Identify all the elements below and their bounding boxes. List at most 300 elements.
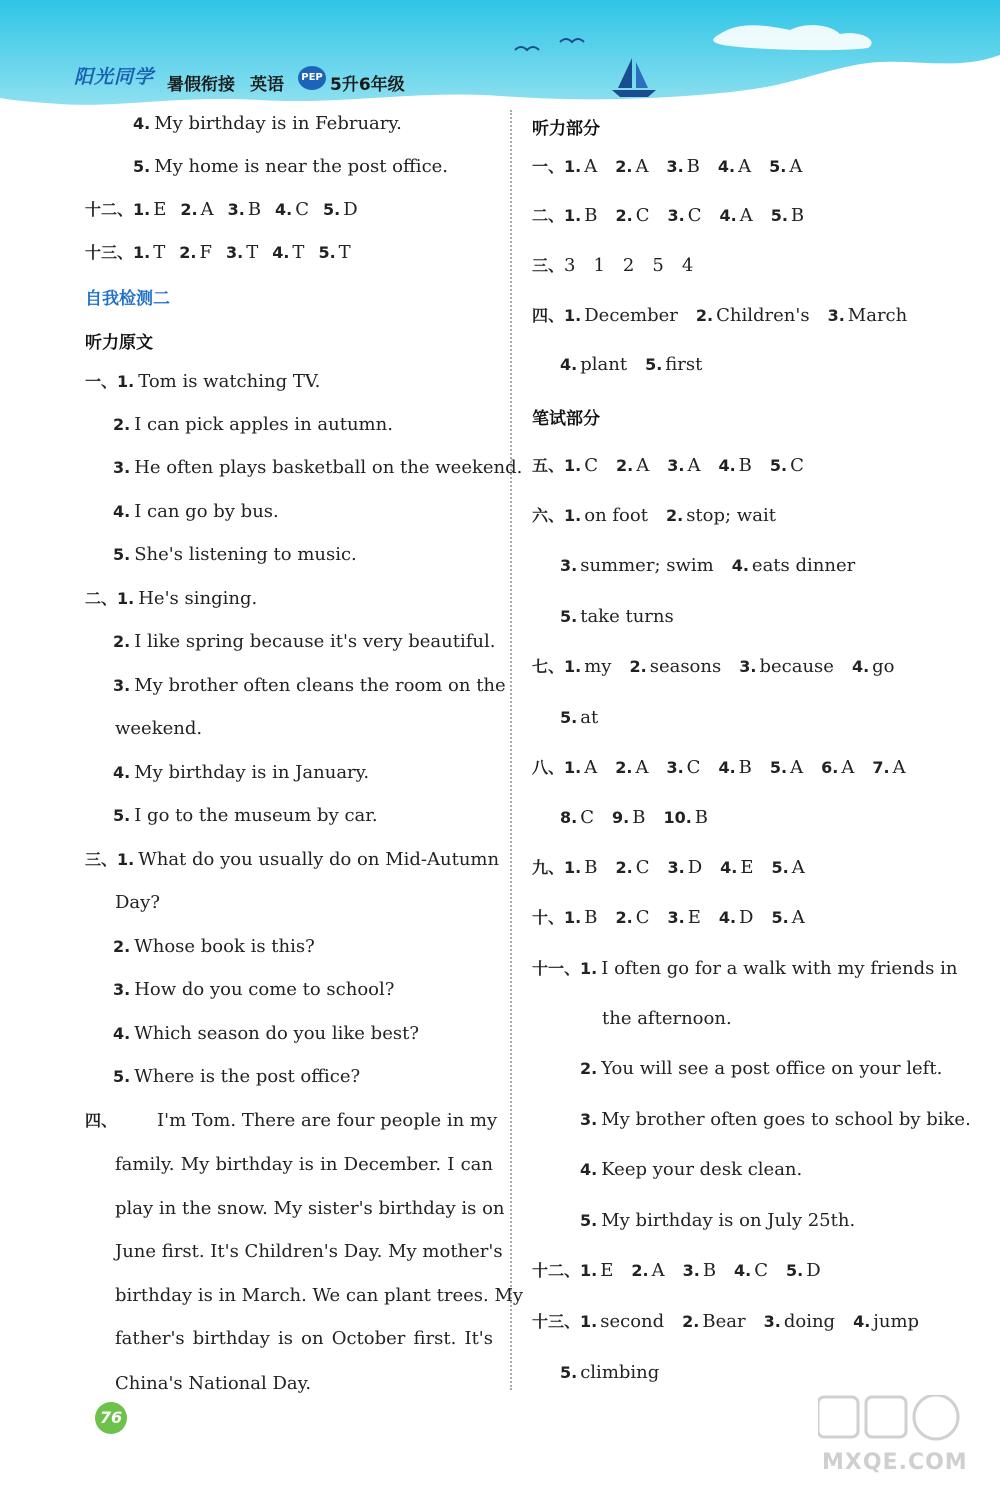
item-number: 5.	[560, 708, 578, 727]
answer-text: My home is near the post office.	[154, 156, 449, 177]
answer-item	[719, 907, 754, 928]
answer-item	[564, 305, 678, 326]
answer-text: My birthday is on July 25th.	[601, 1210, 856, 1231]
pep-badge: PEP	[298, 66, 326, 90]
item-number: 5.	[769, 157, 787, 176]
answer-text: Tom is watching TV.	[138, 371, 321, 392]
answer-line	[532, 1260, 839, 1282]
item-number: 1.	[133, 200, 151, 219]
question-prefix: 六、	[532, 506, 565, 525]
answer-line	[85, 936, 315, 958]
item-number: 5.	[769, 758, 788, 777]
item-number: 3.	[667, 858, 685, 877]
item-answer: T	[338, 242, 351, 263]
item-answer: C	[686, 757, 701, 778]
item-number: 3.	[667, 908, 685, 927]
answer-line	[85, 1373, 311, 1395]
item-number: 7.	[872, 758, 890, 777]
answer-item	[718, 757, 751, 778]
answer-item	[853, 1311, 919, 1332]
item-number: 5.	[560, 1363, 578, 1382]
grade-label: 5升6年级	[330, 75, 405, 95]
item-number: 5.	[771, 908, 789, 927]
item-answer: A	[584, 156, 598, 177]
answer-item	[133, 242, 165, 263]
answer-item	[564, 455, 598, 476]
item-answer: C	[754, 1260, 769, 1281]
item-answer: A	[687, 455, 701, 476]
item-number: 5.	[318, 243, 336, 262]
answer-item	[564, 757, 597, 778]
answer-text: June first. It's Children's Day. My mother's	[115, 1241, 503, 1262]
answer-text: family. My birthday is in December. I can	[115, 1154, 493, 1175]
item-number: 3.	[227, 200, 245, 219]
answer-item	[580, 1260, 613, 1281]
answer-text: My brother often cleans the room on the	[134, 675, 506, 696]
question-prefix: 一、	[85, 372, 118, 391]
item-answer: B	[738, 757, 752, 778]
answer-item	[615, 156, 648, 177]
item-answer: summer; swim	[580, 555, 714, 576]
item-answer: jump	[873, 1311, 920, 1332]
item-number: 5.	[323, 200, 341, 219]
item-answer: C	[635, 205, 650, 226]
answer-item	[696, 305, 810, 326]
answer-line	[532, 907, 823, 929]
item-answer: T	[153, 242, 166, 263]
subject-label: 英语	[250, 75, 284, 95]
item-answer: D	[739, 907, 754, 928]
item-number: 2.	[113, 937, 131, 956]
item-number: 5.	[771, 858, 789, 877]
answer-item	[560, 707, 598, 728]
answer-line	[85, 1154, 493, 1176]
answer-item	[615, 857, 649, 878]
item-answer: F	[199, 242, 212, 263]
item-number: 3.	[225, 243, 244, 262]
answer-item	[682, 1311, 745, 1332]
answer-text: play in the snow. My sister's birthday is on	[115, 1198, 505, 1219]
item-answer: A	[584, 757, 598, 778]
answer-line	[532, 1362, 677, 1384]
answer-line	[532, 156, 820, 178]
answer-item	[667, 857, 702, 878]
answer-line	[532, 505, 794, 527]
item-number: 4.	[113, 1024, 131, 1043]
item-number: 2.	[179, 243, 197, 262]
item-number: 5.	[560, 607, 578, 626]
item-number: 1.	[564, 456, 582, 475]
question-prefix: 二、	[532, 206, 565, 225]
item-number: 3.	[682, 1261, 700, 1280]
item-number: 5.	[133, 157, 151, 176]
item-answer: A	[651, 1260, 665, 1281]
item-number: 3.	[580, 1110, 598, 1129]
answer-line	[532, 1311, 937, 1333]
answer-item	[821, 757, 854, 778]
answer-text: 3 1 2 5 4	[564, 255, 694, 276]
item-number: 4.	[718, 758, 736, 777]
item-number: 1.	[564, 758, 582, 777]
item-answer: go	[872, 656, 895, 677]
question-prefix: 十三、	[532, 1312, 581, 1331]
answer-text: I like spring because it's very beautiful.	[134, 631, 496, 652]
subsection-heading: 听力部分	[532, 119, 600, 139]
answer-item	[852, 656, 895, 677]
answer-item	[720, 857, 753, 878]
answer-text: I often go for a walk with my friends in	[601, 958, 958, 979]
question-prefix: 四、	[532, 306, 565, 325]
answer-line	[85, 242, 365, 264]
item-answer: D	[343, 199, 358, 220]
item-number: 5.	[113, 806, 131, 825]
answer-item	[560, 354, 627, 375]
answer-line	[532, 606, 692, 628]
answer-item	[872, 757, 905, 778]
answer-line	[532, 205, 822, 227]
answer-item	[560, 807, 594, 828]
item-number: 1.	[564, 157, 582, 176]
answer-line	[85, 1023, 419, 1045]
question-prefix: 二、	[85, 589, 118, 608]
question-prefix: 四、	[85, 1111, 118, 1130]
item-answer: because	[759, 656, 834, 677]
answer-line	[85, 849, 500, 871]
item-answer: B	[584, 205, 598, 226]
answer-item	[179, 242, 212, 263]
section-heading: 自我检测二	[85, 289, 170, 309]
sky-banner	[0, 0, 1000, 110]
item-number: 4.	[719, 206, 737, 225]
item-answer: Bear	[702, 1311, 746, 1332]
question-prefix: 十二、	[532, 1261, 581, 1280]
answer-line	[85, 588, 257, 610]
answer-item	[719, 205, 752, 226]
item-answer: A	[739, 205, 753, 226]
item-number: 4.	[717, 157, 736, 176]
answer-item	[734, 1260, 768, 1281]
answer-item	[631, 1260, 664, 1281]
question-prefix: 八、	[532, 758, 565, 777]
item-number: 4.	[272, 243, 290, 262]
answer-item	[564, 156, 597, 177]
item-answer: my	[584, 656, 612, 677]
item-number: 3.	[667, 206, 685, 225]
item-number: 3.	[739, 657, 757, 676]
item-number: 1.	[117, 589, 135, 608]
item-number: 4.	[133, 114, 151, 133]
answer-line	[85, 1198, 505, 1220]
answer-text: Keep your desk clean.	[601, 1159, 803, 1180]
item-number: 3.	[113, 676, 131, 695]
item-answer: T	[246, 242, 259, 263]
item-answer: plant	[580, 354, 628, 375]
answer-item	[828, 305, 908, 326]
item-answer: B	[247, 199, 262, 220]
answer-text: the afternoon.	[602, 1008, 732, 1029]
answer-item	[629, 656, 721, 677]
answer-text: I'm Tom. There are four people in my	[157, 1110, 498, 1131]
item-answer: E	[600, 1260, 614, 1281]
item-answer: A	[789, 156, 803, 177]
answer-item	[667, 205, 701, 226]
answer-text: I can pick apples in autumn.	[134, 414, 393, 435]
item-answer: E	[687, 907, 701, 928]
item-number: 4.	[731, 556, 749, 575]
item-number: 4.	[853, 1312, 871, 1331]
answer-item	[667, 455, 700, 476]
item-number: 3.	[667, 456, 685, 475]
item-answer: March	[847, 305, 908, 326]
answer-text: Where is the post office?	[134, 1066, 361, 1087]
item-number: 4.	[851, 657, 870, 676]
answer-line	[85, 718, 202, 740]
answer-line	[532, 305, 925, 327]
answer-line	[85, 371, 320, 393]
answer-item	[667, 907, 700, 928]
item-number: 2.	[113, 415, 131, 434]
answer-line	[532, 1109, 971, 1131]
answer-item	[786, 1260, 821, 1281]
answer-item	[580, 1311, 664, 1332]
item-answer: A	[636, 455, 650, 476]
answer-item	[318, 242, 350, 263]
answer-item	[732, 555, 856, 576]
item-answer: B	[686, 156, 700, 177]
item-answer: seasons	[649, 656, 722, 677]
answer-item	[323, 199, 358, 220]
answer-line	[85, 805, 378, 827]
item-number: 9.	[612, 808, 630, 827]
answer-item	[683, 1260, 716, 1281]
item-answer: December	[584, 305, 678, 326]
item-number: 2.	[615, 206, 633, 225]
item-number: 2.	[615, 908, 633, 927]
item-answer: C	[687, 205, 702, 226]
item-number: 4.	[720, 858, 738, 877]
answer-line	[85, 199, 372, 221]
item-answer: D	[806, 1260, 821, 1281]
question-prefix: 三、	[532, 256, 565, 275]
item-number: 3.	[560, 556, 578, 575]
item-answer: C	[635, 907, 650, 928]
answer-item	[226, 242, 258, 263]
item-number: 3.	[113, 980, 131, 999]
answer-line	[85, 892, 160, 914]
item-number: 4.	[275, 200, 293, 219]
item-number: 5.	[580, 1211, 598, 1230]
item-number: 4.	[734, 1261, 752, 1280]
answer-line	[532, 455, 822, 477]
item-answer: T	[292, 242, 305, 263]
answer-item	[770, 757, 803, 778]
item-answer: A	[791, 907, 805, 928]
answer-item	[666, 156, 699, 177]
item-number: 10.	[663, 808, 692, 827]
item-answer: B	[790, 205, 805, 226]
answer-line	[85, 501, 279, 523]
answer-line	[85, 1285, 524, 1307]
answer-line	[85, 113, 402, 135]
item-number: 4.	[113, 502, 131, 521]
item-number: 5.	[770, 206, 788, 225]
answer-item	[564, 857, 597, 878]
answer-line	[85, 544, 357, 566]
answer-line	[85, 156, 448, 178]
subsection-heading: 听力原文	[85, 333, 153, 353]
answer-line	[532, 807, 726, 829]
answer-text: My birthday is in February.	[154, 113, 402, 134]
answer-line	[85, 1110, 498, 1132]
item-number: 5.	[769, 456, 788, 475]
question-prefix: 十二、	[85, 200, 134, 219]
answer-line	[85, 762, 369, 784]
answer-line	[85, 675, 506, 697]
answer-item	[564, 505, 648, 526]
answer-text: China's National Day.	[115, 1373, 312, 1394]
question-prefix: 九、	[532, 858, 565, 877]
item-answer: A	[841, 757, 855, 778]
answer-line	[532, 354, 720, 376]
book-title: 暑假衔接	[167, 75, 235, 95]
answer-item	[180, 199, 213, 220]
answer-line	[85, 1066, 360, 1088]
item-number: 1.	[580, 1312, 598, 1331]
item-number: 2.	[616, 456, 634, 475]
answer-line	[532, 656, 913, 678]
answer-item	[771, 907, 804, 928]
answer-text: My brother often goes to school by bike.	[601, 1109, 971, 1130]
answer-item	[739, 656, 834, 677]
answer-line	[85, 631, 495, 653]
answer-item	[764, 1311, 835, 1332]
item-number: 4.	[580, 1160, 598, 1179]
answer-line	[85, 1241, 503, 1263]
item-number: 1.	[564, 908, 582, 927]
answer-item	[718, 455, 751, 476]
answer-item	[564, 205, 597, 226]
item-number: 5.	[786, 1261, 804, 1280]
item-answer: at	[580, 707, 599, 728]
answer-item	[615, 757, 648, 778]
item-number: 1.	[564, 206, 582, 225]
answer-item	[560, 606, 674, 627]
item-number: 2.	[180, 200, 198, 219]
answer-item	[615, 907, 649, 928]
item-number: 2.	[682, 1312, 700, 1331]
answer-item	[771, 857, 804, 878]
item-answer: A	[635, 156, 649, 177]
item-answer: A	[790, 757, 804, 778]
item-number: 5.	[645, 355, 663, 374]
answer-line	[532, 958, 958, 980]
answer-item	[771, 205, 804, 226]
item-number: 3.	[666, 157, 684, 176]
item-answer: E	[740, 857, 754, 878]
question-prefix: 七、	[532, 657, 565, 676]
answer-item	[612, 807, 645, 828]
item-number: 5.	[113, 1067, 131, 1086]
item-answer: B	[584, 907, 598, 928]
item-number: 1.	[117, 850, 135, 869]
answer-text: You will see a post office on your left.	[601, 1058, 943, 1079]
item-number: 3.	[113, 458, 131, 477]
item-number: 1.	[580, 959, 598, 978]
item-number: 1.	[117, 372, 135, 391]
item-answer: eats dinner	[751, 555, 856, 576]
item-answer: take turns	[580, 606, 674, 627]
item-answer: C	[295, 199, 310, 220]
item-answer: B	[584, 857, 598, 878]
item-answer: C	[790, 455, 804, 476]
item-answer: E	[153, 199, 167, 220]
item-number: 2.	[615, 858, 633, 877]
item-number: 5.	[113, 545, 131, 564]
answer-text: She's listening to music.	[134, 544, 357, 565]
answer-item	[560, 1362, 659, 1383]
item-number: 1.	[564, 858, 582, 877]
answer-text: I can go by bus.	[134, 501, 279, 522]
answer-line	[85, 1328, 493, 1350]
item-answer: D	[687, 857, 703, 878]
brand-logo: 阳光同学	[74, 66, 155, 88]
item-number: 4.	[718, 456, 736, 475]
answer-item	[769, 156, 802, 177]
item-answer: climbing	[580, 1362, 660, 1383]
page-number-badge: 76	[95, 1402, 127, 1434]
item-number: 2.	[113, 632, 131, 651]
answer-line	[532, 1058, 942, 1080]
watermark-url: MXQE.COM	[822, 1450, 968, 1475]
answer-text: How do you come to school?	[134, 979, 395, 1000]
item-number: 1.	[133, 243, 151, 262]
answer-text: Whose book is this?	[134, 936, 315, 957]
answer-line	[532, 555, 873, 577]
answer-item	[616, 455, 649, 476]
answer-line	[532, 1008, 732, 1030]
question-prefix: 三、	[85, 850, 118, 869]
page-header	[0, 0, 1000, 110]
item-answer: A	[738, 156, 752, 177]
answer-item	[770, 455, 804, 476]
answer-item	[228, 199, 261, 220]
item-number: 2.	[695, 306, 714, 325]
item-answer: A	[892, 757, 906, 778]
answer-item	[718, 156, 751, 177]
answer-item	[564, 907, 597, 928]
item-answer: Children's	[716, 305, 810, 326]
answer-text: Day?	[115, 892, 160, 913]
answer-line	[532, 1159, 802, 1181]
subsection-heading: 笔试部分	[532, 409, 600, 429]
item-number: 2.	[629, 657, 647, 676]
answer-text: I go to the museum by car.	[134, 805, 378, 826]
item-answer: A	[635, 757, 649, 778]
answer-text: birthday is in March. We can plant trees. My	[115, 1285, 524, 1306]
question-prefix: 五、	[532, 456, 565, 475]
item-answer: B	[738, 455, 752, 476]
answer-item	[272, 242, 304, 263]
question-prefix: 十、	[532, 908, 565, 927]
item-answer: first	[665, 354, 703, 375]
item-number: 2.	[615, 758, 633, 777]
answer-line	[85, 457, 522, 479]
item-number: 3.	[763, 1312, 781, 1331]
item-answer: C	[580, 807, 594, 828]
answer-text: He often plays basketball on the weekend.	[134, 457, 523, 478]
item-number: 2.	[631, 1261, 649, 1280]
item-answer: A	[200, 199, 214, 220]
